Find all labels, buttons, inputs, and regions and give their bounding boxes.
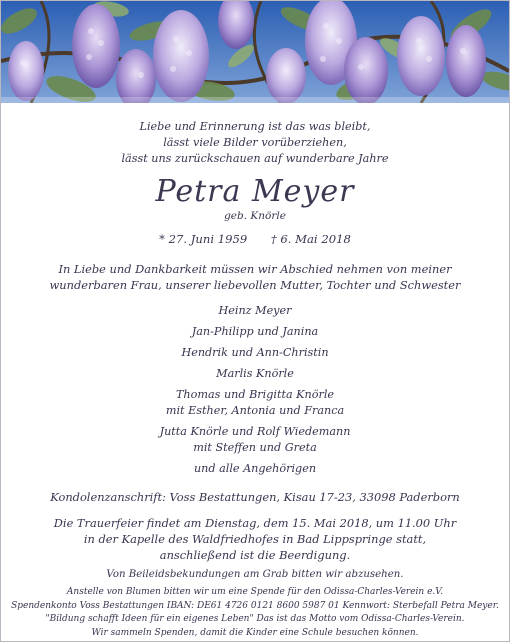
mourner-group (1, 345, 509, 361)
condolence-address: Kondolenzanschrift: Voss Bestattungen, Kisau 17-23, 33098 Paderborn (50, 490, 460, 504)
mourner-name: Jan-Philipp und Janina (191, 325, 319, 338)
memorial-poem (1, 119, 509, 167)
mourner-name: Thomas und Brigitta Knörle (175, 388, 335, 401)
mourner-group (1, 324, 509, 340)
mourner-group (1, 366, 509, 382)
farewell-line: wunderbaren Frau, unserer liebevollen Mutter, Tochter und Schwester (49, 278, 461, 292)
birth-date: * 27. Juni 1959 (159, 232, 248, 246)
obituary-text (1, 103, 509, 640)
donation-line: Spendenkonto Voss Bestattungen IBAN: DE61 4726 0121 8600 5987 01 Kennwort: Sterbefall Petra Meyer. (11, 600, 499, 611)
mourner-group (1, 303, 509, 319)
poem-line: lässt viele Bilder vorüberziehen, (163, 136, 347, 149)
deceased-name: Petra Meyer (155, 174, 355, 209)
death-date: † 6. Mai 2018 (270, 232, 351, 246)
farewell-line: In Liebe und Dankbarkeit müssen wir Abschied nehmen von meiner (58, 262, 452, 276)
ceremony-line: Die Trauerfeier findet am Dienstag, dem 15. Mai 2018, um 11.00 Uhr (53, 516, 457, 530)
mourner-group (1, 461, 509, 477)
mourner-family: mit Esther, Antonia und Franca (165, 404, 345, 417)
wisteria-banner-image (1, 1, 509, 103)
mourner-name: Heinz Meyer (218, 304, 292, 317)
poem-line: lässt uns zurückschauen auf wunderbare Jahre (121, 152, 389, 165)
ceremony-line: in der Kapelle des Waldfriedhofes in Bad Lippspringe statt, (83, 532, 427, 546)
donation-info (1, 586, 509, 640)
donation-line: Wir sammeln Spenden, damit die Kinder eine Schule besuchen können. (91, 627, 419, 638)
ceremony-line: anschließend ist die Beerdigung. (159, 548, 351, 562)
wisteria-flowers-illustration (1, 1, 509, 103)
funeral-ceremony-info (1, 515, 509, 563)
mourner-group (1, 424, 509, 456)
donation-line: Anstelle von Blumen bitten wir um eine Spende für den Odissa-Charles-Verein e.V. (66, 587, 444, 597)
donation-line: "Bildung schafft Ideen für ein eigenes Leben" Das ist das Motto vom Odissa-Charles-Verein. (45, 614, 465, 624)
life-dates (1, 231, 509, 247)
poem-line: Liebe und Erinnerung ist das was bleibt, (139, 120, 371, 133)
mourner-name: Jutta Knörle und Rolf Wiedemann (159, 425, 351, 438)
mourner-family: mit Steffen und Greta (193, 441, 317, 454)
mourner-name: und alle Angehörigen (193, 462, 317, 475)
mourner-name: Marlis Knörle (216, 367, 294, 380)
farewell-text (1, 261, 509, 293)
mourner-group (1, 387, 509, 419)
mourner-name: Hendrik und Ann-Christin (181, 346, 329, 359)
condolence-note: Von Beileidsbekundungen am Grab bitten wir abzusehen. (106, 569, 404, 580)
mourners-list (1, 303, 509, 477)
birth-name: geb. Knörle (224, 210, 286, 222)
